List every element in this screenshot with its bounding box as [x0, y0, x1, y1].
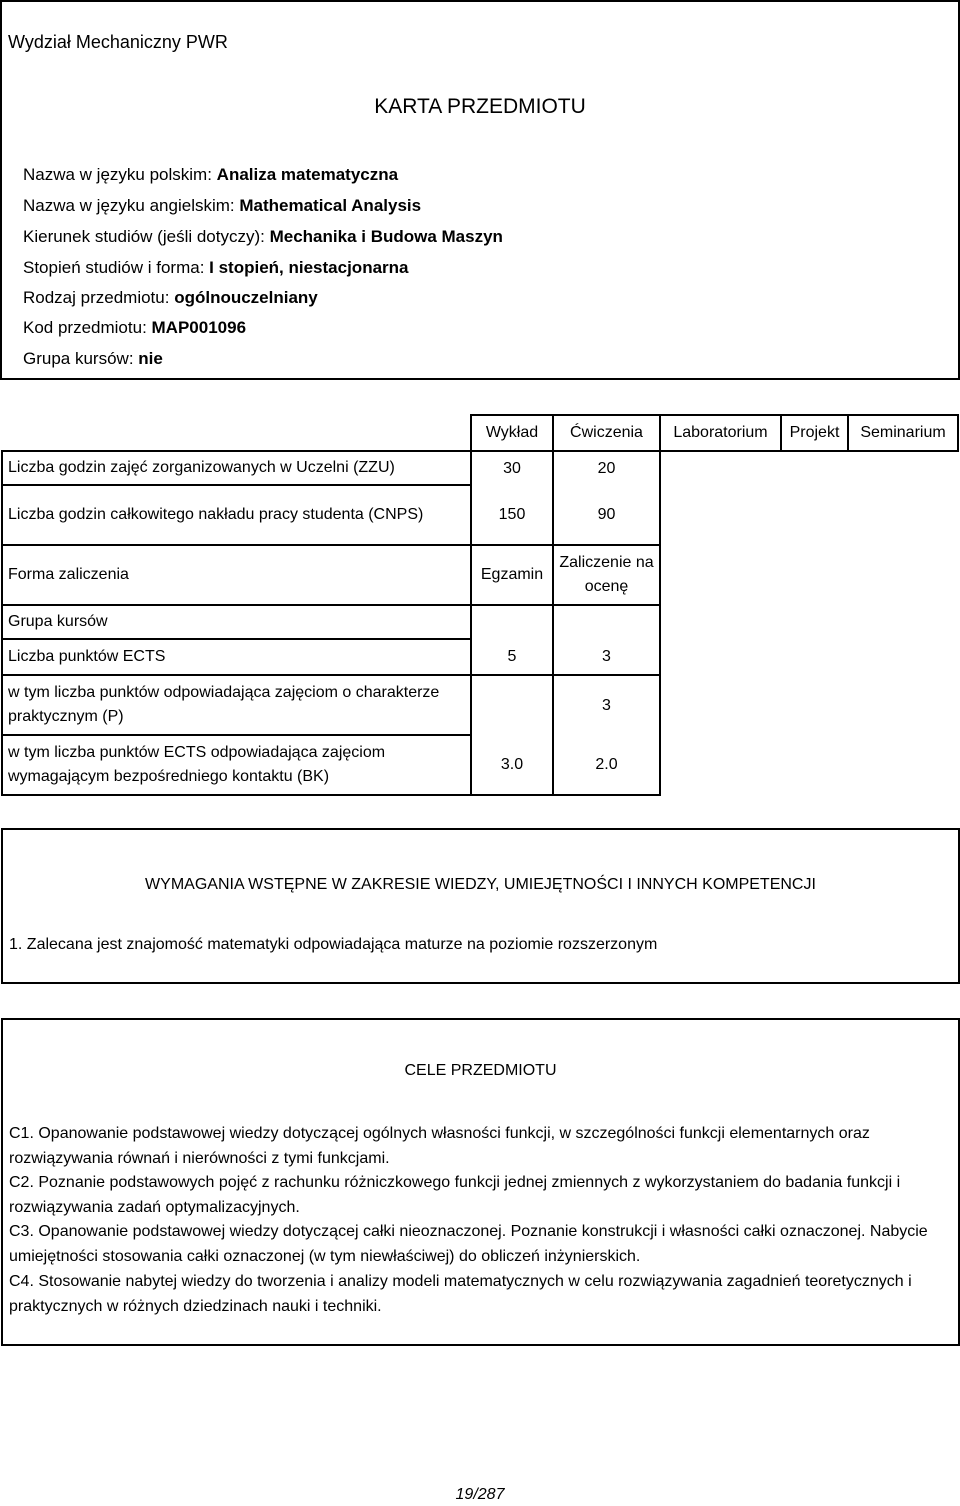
table-header-row: [2, 415, 958, 451]
page-number: 19/287: [455, 1486, 505, 1503]
cell-exercises: 20: [553, 451, 660, 485]
requirements-title: WYMAGANIA WSTĘPNE W ZAKRESIE WIEDZY, UMIEJĘTNOŚCI I INNYCH KOMPETENCJI: [145, 876, 816, 893]
field-course-group: Grupa kursów: nie: [23, 349, 163, 368]
hours-table: [1, 414, 959, 796]
cell-lecture: Egzamin: [471, 545, 553, 605]
cell-exercises: 3: [553, 639, 660, 675]
row-label: Liczba punktów ECTS: [2, 639, 471, 675]
cell-exercises: 3: [553, 675, 660, 735]
row-label: Grupa kursów: [2, 605, 471, 639]
table-row: [2, 485, 958, 545]
col-header-laboratory: Laboratorium: [660, 415, 781, 451]
col-header-lecture: Wykład: [471, 415, 553, 451]
table-row: [2, 451, 958, 485]
table-row: [2, 605, 958, 639]
col-header-exercises: Ćwiczenia: [553, 415, 660, 451]
goal-item-c2: C2. Poznanie podstawowych pojęć z rachunku różniczkowego funkcji jednej zmiennych z wykorzystaniem do badania funkcji i rozwiązywania zadań optymalizacyjnych.: [9, 1174, 901, 1216]
field-course-code: Kod przedmiotu: MAP001096: [23, 318, 247, 337]
page-title: KARTA PRZEDMIOTU: [374, 95, 586, 118]
cell-exercises: Zaliczenie na ocenę: [553, 545, 660, 605]
cell-lecture: 5: [471, 639, 553, 675]
requirements-box: [1, 828, 960, 984]
faculty-name: Wydział Mechaniczny PWR: [8, 32, 228, 52]
cell-lecture: [471, 605, 553, 639]
goals-title: CELE PRZEDMIOTU: [404, 1062, 557, 1079]
goal-item-c1: C1. Opanowanie podstawowej wiedzy dotyczącej ogólnych własności funkcji, w szczególności funkcji elementarnych oraz rozwiązywania równań i nierówności z tymi funkcjami.: [9, 1125, 870, 1167]
col-header-seminar: Seminarium: [848, 415, 958, 451]
field-name-english: Nazwa w języku angielskim: Mathematical Analysis: [23, 196, 422, 215]
field-study-direction: Kierunek studiów (jeśli dotyczy): Mechanika i Budowa Maszyn: [23, 227, 503, 246]
row-label: Forma zaliczenia: [2, 545, 471, 605]
cell-exercises: [553, 605, 660, 639]
cell-exercises: 2.0: [553, 735, 660, 795]
cell-lecture: 30: [471, 451, 553, 485]
goals-box: [1, 1018, 960, 1346]
cell-lecture: 150: [471, 485, 553, 545]
row-label: Liczba godzin zajęć zorganizowanych w Uczelni (ZZU): [2, 451, 471, 485]
field-study-level: Stopień studiów i forma: I stopień, niestacjonarna: [23, 258, 409, 277]
cell-lecture: [471, 675, 553, 735]
cell-exercises: 90: [553, 485, 660, 545]
goal-item-c3: C3. Opanowanie podstawowej wiedzy dotyczącej całki nieoznaczonej. Poznanie konstrukcji i własności całki oznaczonej. Nabycie umiejętności stosowania całki oznaczonej (w tym niewłaściwej) do obliczeń inżynierskich.: [9, 1223, 928, 1265]
table-row: [2, 639, 958, 675]
course-header-box: [0, 0, 960, 380]
col-header-project: Projekt: [781, 415, 848, 451]
table-corner: [2, 415, 471, 451]
row-label: w tym liczba punktów odpowiadająca zajęciom o charakterze praktycznym (P): [2, 675, 471, 735]
row-label: w tym liczba punktów ECTS odpowiadająca zajęciom wymagającym bezpośredniego kontaktu (BK): [2, 735, 471, 795]
field-name-polish: Nazwa w języku polskim: Analiza matematyczna: [23, 165, 399, 184]
row-label: Liczba godzin całkowitego nakładu pracy studenta (CNPS): [2, 485, 471, 545]
table-row: [2, 675, 958, 735]
table-row: [2, 545, 958, 605]
requirement-item: 1. Zalecana jest znajomość matematyki odpowiadająca maturze na poziomie rozszerzonym: [9, 936, 658, 953]
field-course-type: Rodzaj przedmiotu: ogólnouczelniany: [23, 288, 318, 307]
table-row: [2, 735, 958, 795]
cell-lecture: 3.0: [471, 735, 553, 795]
goal-item-c4: C4. Stosowanie nabytej wiedzy do tworzenia i analizy modeli matematycznych w celu rozwiązywania zagadnień teoretycznych i praktycznych w różnych dziedzinach nauki i techniki.: [9, 1273, 912, 1315]
